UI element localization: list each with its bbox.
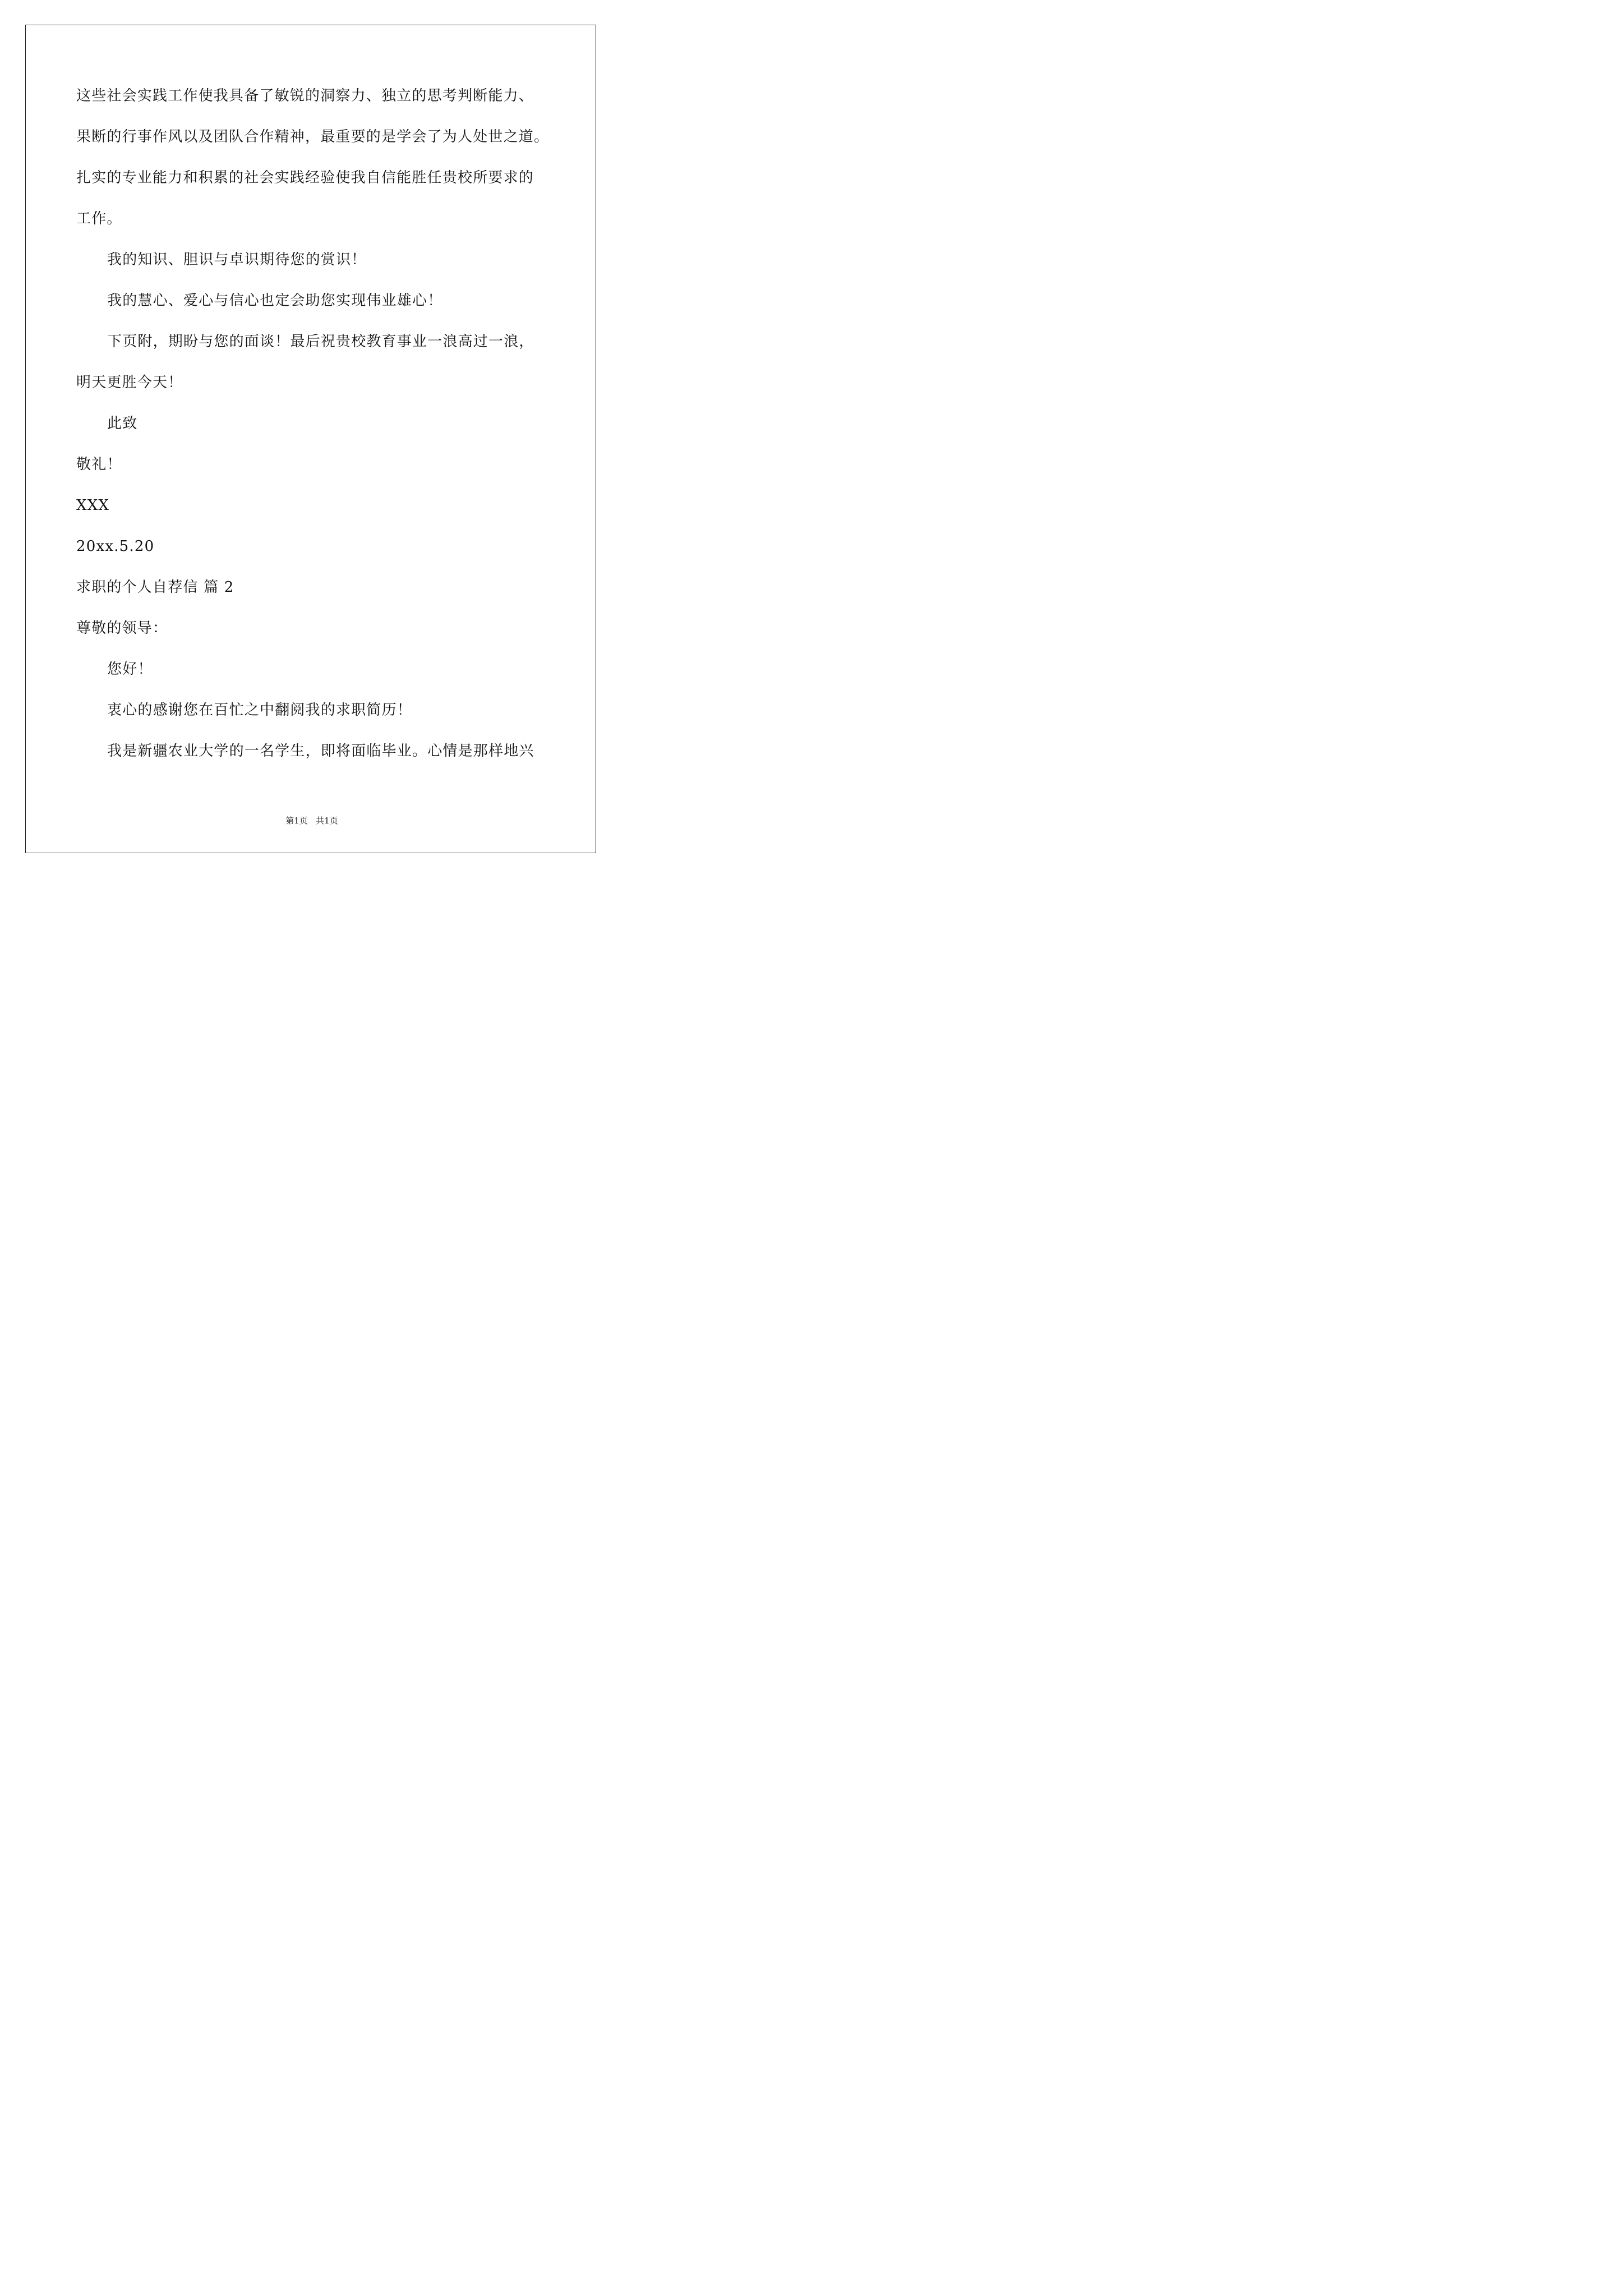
signature-name: XXX (76, 497, 110, 514)
body-text-line: 我的慧心、爱心与信心也定会助您实现伟业雄心！ (107, 292, 443, 309)
body-text-line: 果断的行事作风以及团队合作精神，最重要的是学会了为人处世之道。 (76, 128, 550, 145)
body-text-line: 下页附，期盼与您的面谈！最后祝贵校教育事业一浪高过一浪， (107, 333, 534, 350)
closing-regards: 敬礼！ (76, 456, 122, 473)
page-border (25, 25, 596, 853)
page-number-footer: 第1页 共1页 (285, 816, 338, 826)
body-text-line: 这些社会实践工作使我具备了敏锐的洞察力、独立的思考判断能力、 (76, 88, 534, 104)
signature-date: 20xx.5.20 (76, 538, 155, 555)
section-heading: 求职的个人自荐信 篇 2 (76, 579, 234, 596)
body-text-line: 我的知识、胆识与卓识期待您的赏识！ (107, 251, 367, 268)
body-text-line: 衷心的感谢您在百忙之中翻阅我的求职简历！ (107, 702, 413, 719)
body-text-line: 我是新疆农业大学的一名学生，即将面临毕业。心情是那样地兴 (107, 743, 534, 760)
body-text-line: 工作。 (76, 210, 122, 227)
body-text-line: 明天更胜今天！ (76, 374, 183, 391)
greeting: 您好！ (107, 661, 153, 678)
greeting-recipient: 尊敬的领导： (76, 620, 168, 637)
closing-salutation: 此致 (107, 415, 138, 432)
body-text-line: 扎实的专业能力和积累的社会实践经验使我自信能胜任贵校所要求的 (76, 169, 534, 186)
